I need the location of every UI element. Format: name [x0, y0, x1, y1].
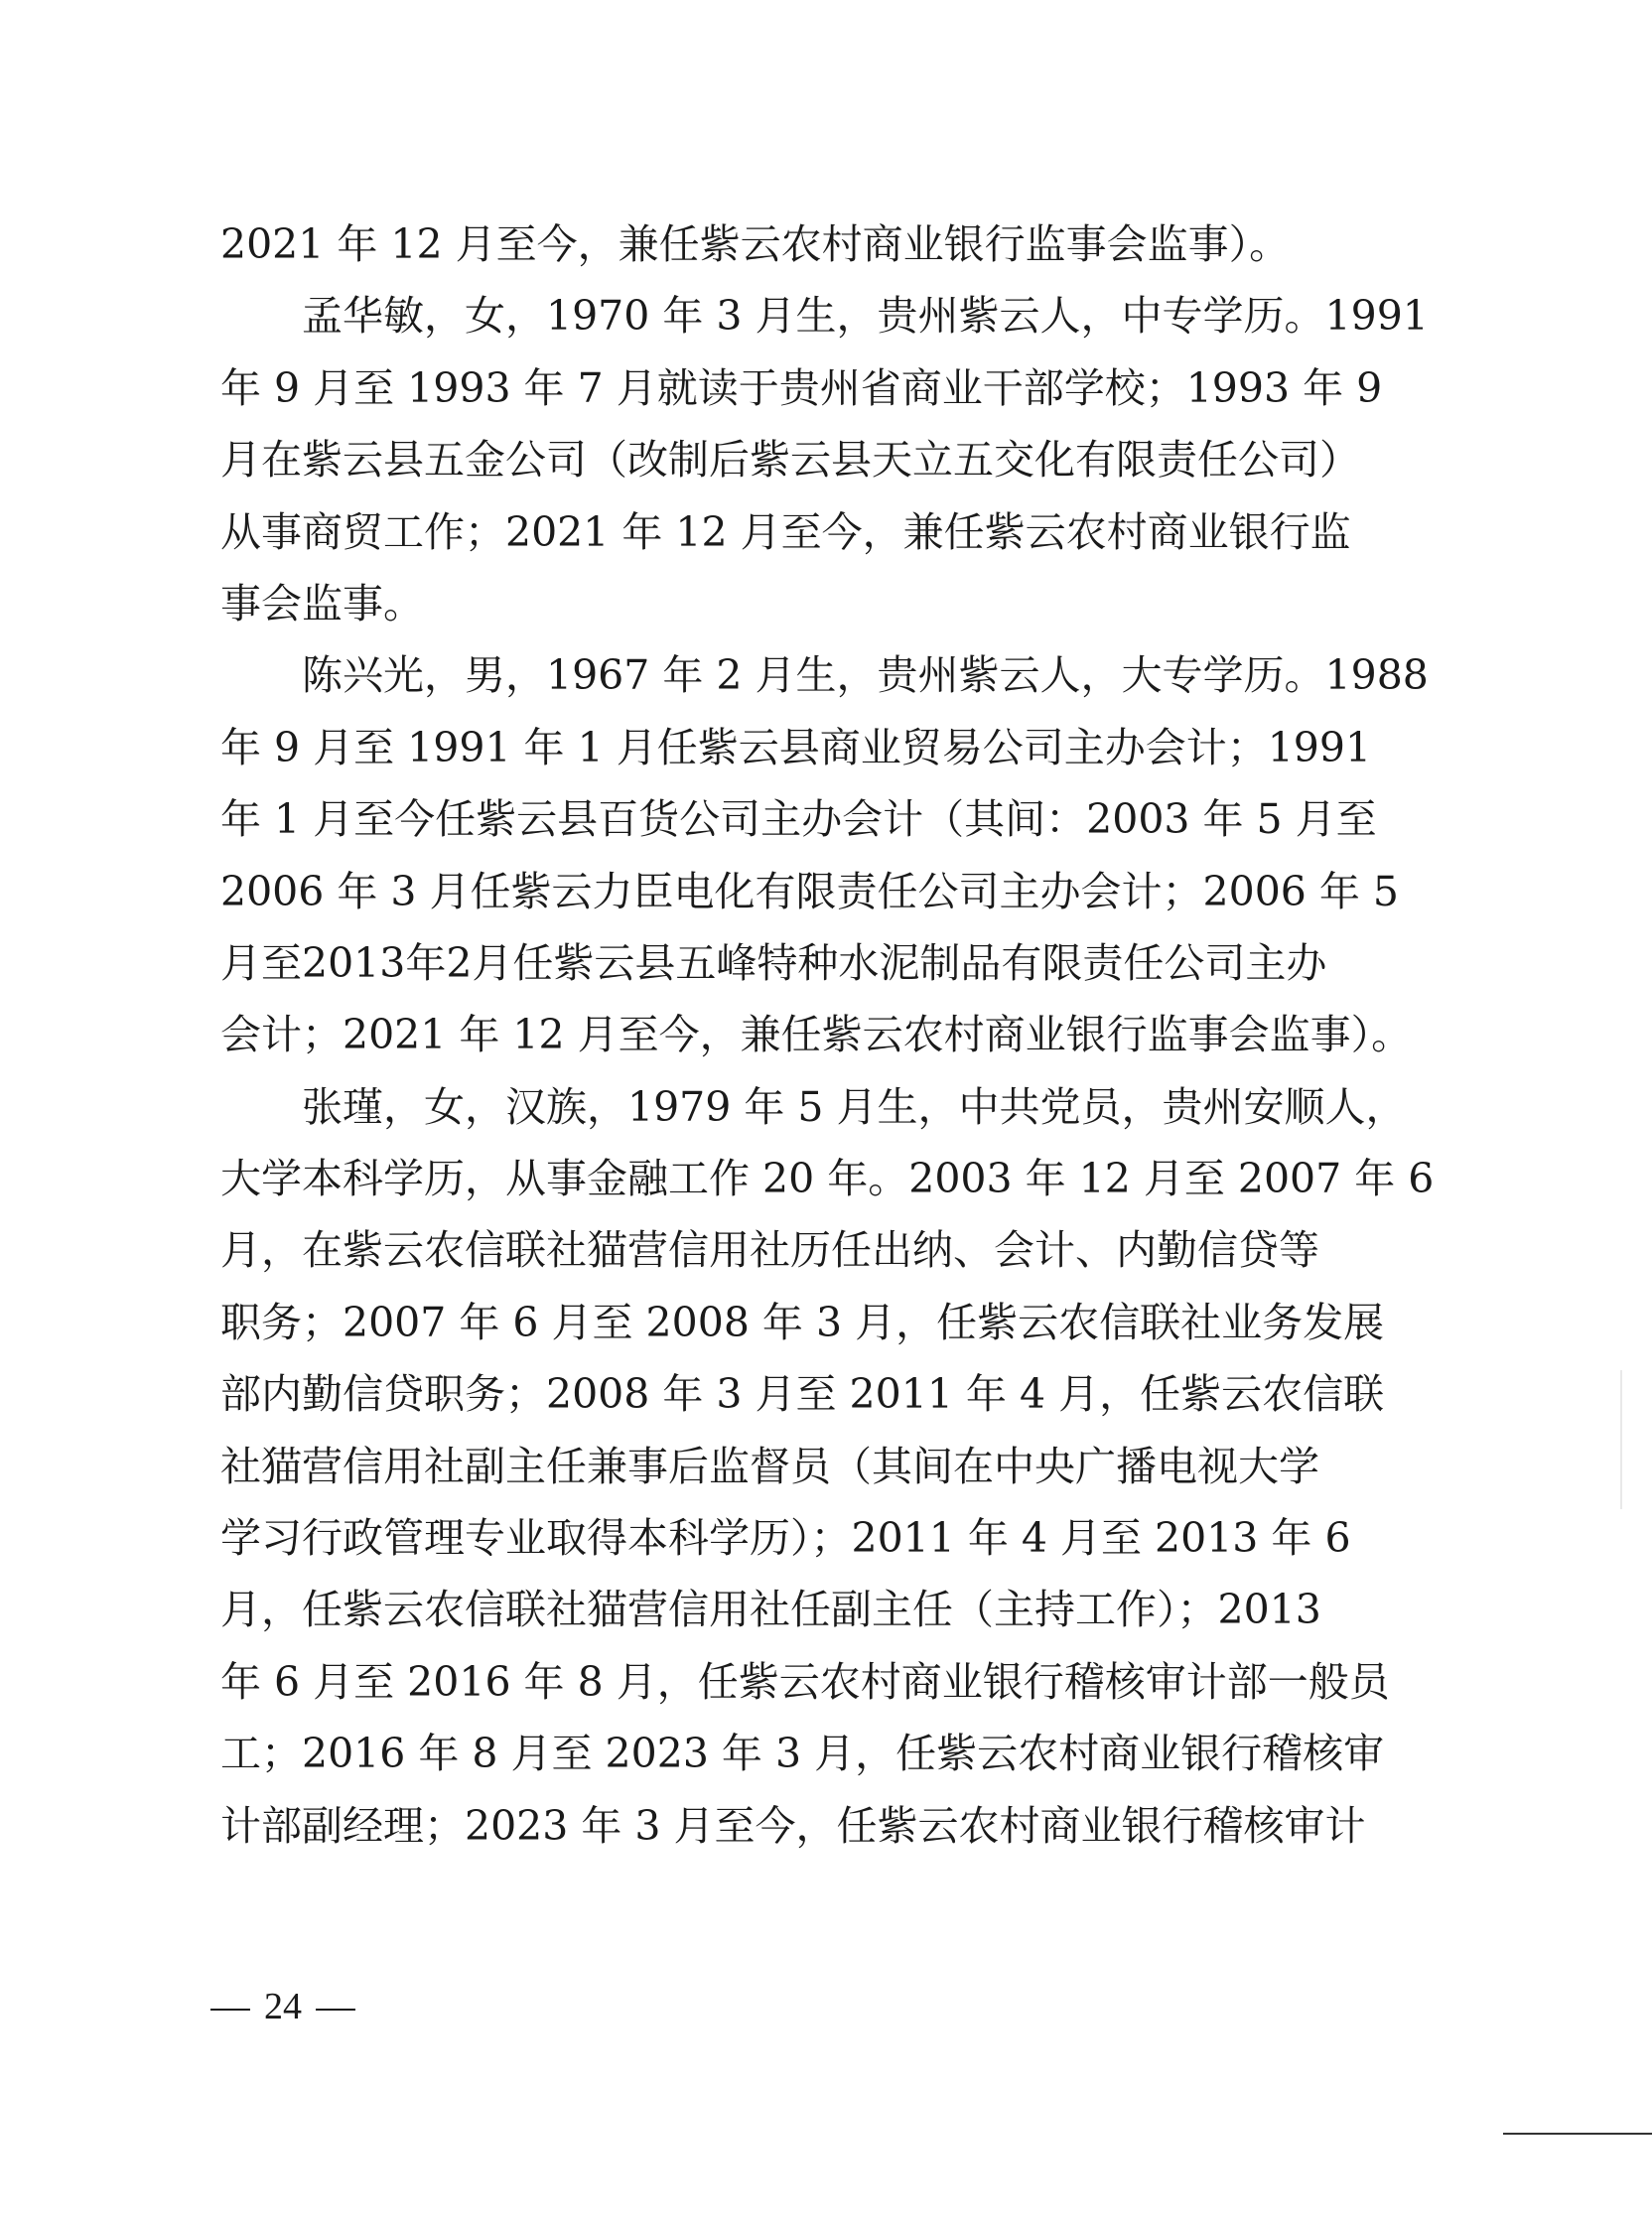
text-line: 年 1 月至今任紫云县百货公司主办会计（其间：2003 年 5 月至 [220, 795, 1377, 844]
scan-edge-line [1503, 2133, 1652, 2135]
text-line: 2006 年 3 月任紫云力臣电化有限责任公司主办会计；2006 年 5 [220, 867, 1400, 915]
scan-shadow [1620, 1370, 1622, 1509]
text-line: 社猫营信用社副主任兼事后监督员（其间在中央广播电视大学 [220, 1442, 1319, 1490]
text-line: 月，在紫云农信联社猫营信用社历任出纳、会计、内勤信贷等 [220, 1226, 1319, 1275]
text-line: 月，任紫云农信联社猫营信用社任副主任（主持工作）；2013 [220, 1586, 1321, 1634]
text-line: 从事商贸工作；2021 年 12 月至今，兼任紫云农村商业银行监 [220, 507, 1351, 556]
page-number: 24 [264, 1986, 302, 2027]
text-line: 月至2013年2月任紫云县五峰特种水泥制品有限责任公司主办 [220, 938, 1327, 987]
text-line: 年 6 月至 2016 年 8 月，任紫云农村商业银行稽核审计部一般员 [220, 1657, 1390, 1706]
text-line: 大学本科学历，从事金融工作 20 年。2003 年 12 月至 2007 年 6 [220, 1155, 1435, 1203]
text-line: 2021 年 12 月至今，兼任紫云农村商业银行监事会监事）。 [220, 220, 1291, 268]
text-line: 工；2016 年 8 月至 2023 年 3 月，任紫云农村商业银行稽核审 [220, 1730, 1385, 1778]
text-line: 计部副经理；2023 年 3 月至今，任紫云农村商业银行稽核审计 [220, 1801, 1366, 1850]
text-line: 年 9 月至 1993 年 7 月就读于贵州省商业干部学校；1993 年 9 [220, 363, 1383, 412]
text-line: 孟华敏，女，1970 年 3 月生，贵州紫云人，中专学历。1991 [220, 292, 1429, 341]
page-number-footer [210, 1982, 355, 2030]
text-line: 月在紫云县五金公司（改制后紫云县天立五交化有限责任公司） [220, 436, 1360, 485]
text-line: 年 9 月至 1991 年 1 月任紫云县商业贸易公司主办会计；1991 [220, 723, 1372, 771]
text-line: 事会监事。 [220, 579, 424, 627]
text-line: 职务；2007 年 6 月至 2008 年 3 月，任紫云农信联社业务发展 [220, 1298, 1385, 1346]
left-dash [210, 2009, 250, 2011]
text-line: 学习行政管理专业取得本科学历）；2011 年 4 月至 2013 年 6 [220, 1514, 1351, 1563]
text-line: 张瑾，女，汉族，1979 年 5 月生，中共党员，贵州安顺人， [220, 1082, 1407, 1131]
right-dash [316, 2009, 355, 2011]
text-line: 部内勤信贷职务；2008 年 3 月至 2011 年 4 月，任紫云农信联 [220, 1370, 1385, 1419]
text-line: 陈兴光，男，1967 年 2 月生，贵州紫云人，大专学历。1988 [220, 651, 1429, 700]
text-line: 会计；2021 年 12 月至今，兼任紫云农村商业银行监事会监事）。 [220, 1011, 1413, 1059]
body-text [220, 209, 1435, 1862]
